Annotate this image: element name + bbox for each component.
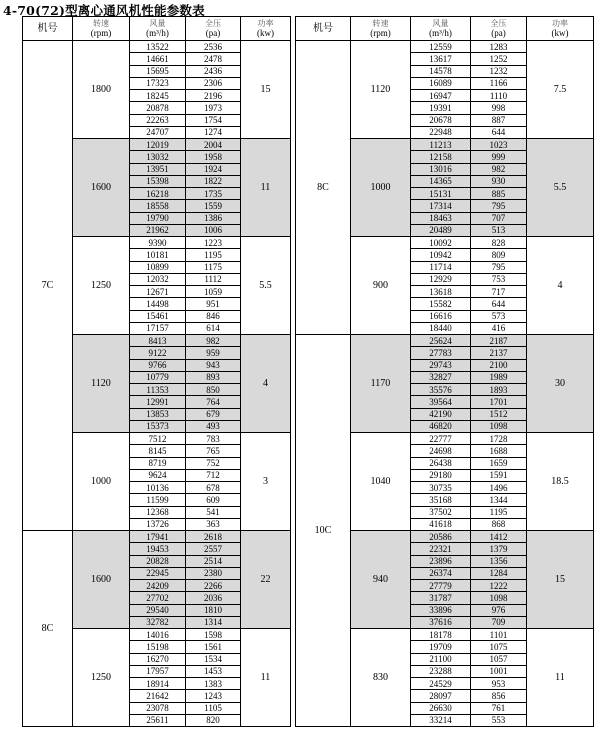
airflow-cell: 13951 (130, 163, 186, 175)
header-airflow: 风量 (m³/h) (411, 17, 471, 41)
airflow-cell: 23896 (411, 555, 471, 567)
pressure-cell: 644 (471, 298, 527, 310)
airflow-cell: 24707 (130, 126, 186, 138)
pressure-cell: 1252 (471, 53, 527, 65)
speed-cell: 1250 (73, 237, 130, 335)
pressure-cell: 712 (186, 469, 241, 481)
pressure-cell: 1973 (186, 102, 241, 114)
airflow-cell: 21100 (411, 653, 471, 665)
pressure-cell: 1098 (471, 592, 527, 604)
airflow-cell: 13016 (411, 163, 471, 175)
airflow-cell: 20586 (411, 531, 471, 543)
table-row (296, 41, 594, 53)
airflow-cell: 7512 (130, 433, 186, 445)
pressure-cell: 609 (186, 494, 241, 506)
airflow-cell: 12929 (411, 273, 471, 285)
pressure-cell: 1534 (186, 653, 241, 665)
pressure-cell: 2266 (186, 580, 241, 592)
airflow-cell: 18245 (130, 90, 186, 102)
pressure-cell: 1383 (186, 678, 241, 690)
airflow-cell: 18178 (411, 629, 471, 641)
airflow-cell: 18558 (130, 200, 186, 212)
speed-cell: 1250 (73, 629, 130, 727)
airflow-cell: 28097 (411, 690, 471, 702)
pressure-cell: 1175 (186, 261, 241, 273)
airflow-cell: 20489 (411, 224, 471, 236)
pressure-cell: 1112 (186, 273, 241, 285)
airflow-cell: 10181 (130, 249, 186, 261)
pressure-cell: 795 (471, 200, 527, 212)
airflow-cell: 17957 (130, 665, 186, 677)
pressure-cell: 553 (471, 714, 527, 726)
pressure-cell: 1098 (471, 420, 527, 432)
airflow-cell: 10779 (130, 371, 186, 383)
airflow-cell: 19709 (411, 641, 471, 653)
airflow-cell: 13032 (130, 151, 186, 163)
airflow-cell: 27702 (130, 592, 186, 604)
pressure-cell: 1701 (471, 396, 527, 408)
pressure-cell: 1284 (471, 567, 527, 579)
airflow-cell: 18914 (130, 678, 186, 690)
airflow-cell: 12991 (130, 396, 186, 408)
pressure-cell: 1561 (186, 641, 241, 653)
pressure-cell: 1810 (186, 604, 241, 616)
airflow-cell: 9390 (130, 237, 186, 249)
power-cell: 5.5 (527, 139, 594, 237)
airflow-cell: 17941 (130, 531, 186, 543)
pressure-cell: 2557 (186, 543, 241, 555)
model-cell: 8C (23, 531, 73, 727)
airflow-cell: 19391 (411, 102, 471, 114)
pressure-cell: 1314 (186, 616, 241, 628)
airflow-cell: 21962 (130, 224, 186, 236)
airflow-cell: 26438 (411, 457, 471, 469)
power-cell: 15 (527, 531, 594, 629)
pressure-cell: 2100 (471, 359, 527, 371)
airflow-cell: 22777 (411, 433, 471, 445)
pressure-cell: 850 (186, 384, 241, 396)
airflow-cell: 17157 (130, 322, 186, 334)
pressure-cell: 1453 (186, 665, 241, 677)
airflow-cell: 11353 (130, 384, 186, 396)
pressure-cell: 1105 (186, 702, 241, 714)
pressure-cell: 2536 (186, 41, 241, 53)
airflow-cell: 35168 (411, 494, 471, 506)
airflow-cell: 24529 (411, 678, 471, 690)
airflow-cell: 14498 (130, 298, 186, 310)
airflow-cell: 18463 (411, 212, 471, 224)
pressure-cell: 943 (186, 359, 241, 371)
airflow-cell: 16947 (411, 90, 471, 102)
airflow-cell: 12158 (411, 151, 471, 163)
airflow-cell: 9766 (130, 359, 186, 371)
airflow-cell: 13618 (411, 286, 471, 298)
speed-cell: 1600 (73, 531, 130, 629)
pressure-cell: 2306 (186, 77, 241, 89)
airflow-cell: 20678 (411, 114, 471, 126)
airflow-cell: 15131 (411, 188, 471, 200)
airflow-cell: 46820 (411, 420, 471, 432)
power-cell: 11 (527, 629, 594, 727)
airflow-cell: 39564 (411, 396, 471, 408)
airflow-cell: 12368 (130, 506, 186, 518)
pressure-cell: 1688 (471, 445, 527, 457)
airflow-cell: 13853 (130, 408, 186, 420)
airflow-cell: 26374 (411, 567, 471, 579)
airflow-cell: 18440 (411, 322, 471, 334)
airflow-cell: 10899 (130, 261, 186, 273)
airflow-cell: 29180 (411, 469, 471, 481)
table-row (23, 531, 291, 543)
pressure-cell: 2514 (186, 555, 241, 567)
power-cell: 7.5 (527, 41, 594, 139)
airflow-cell: 13522 (130, 41, 186, 53)
pressure-cell: 951 (186, 298, 241, 310)
speed-cell: 1170 (351, 335, 411, 433)
airflow-cell: 27779 (411, 580, 471, 592)
power-cell: 4 (241, 335, 291, 433)
pressure-cell: 573 (471, 310, 527, 322)
pressure-cell: 998 (471, 102, 527, 114)
airflow-cell: 23078 (130, 702, 186, 714)
header-pressure: 全压 (pa) (471, 17, 527, 41)
airflow-cell: 11213 (411, 139, 471, 151)
header-model: 机号 (23, 17, 73, 41)
pressure-cell: 1822 (186, 175, 241, 187)
pressure-cell: 982 (186, 335, 241, 347)
pressure-cell: 1059 (186, 286, 241, 298)
airflow-cell: 14578 (411, 65, 471, 77)
pressure-cell: 1893 (471, 384, 527, 396)
airflow-cell: 22263 (130, 114, 186, 126)
pressure-cell: 1412 (471, 531, 527, 543)
header-power: 功率 (kw) (527, 17, 594, 41)
airflow-cell: 37502 (411, 506, 471, 518)
model-cell: 7C (23, 41, 73, 531)
pressure-cell: 828 (471, 237, 527, 249)
pressure-cell: 1344 (471, 494, 527, 506)
pressure-cell: 1274 (186, 126, 241, 138)
header-row (23, 17, 291, 41)
pressure-cell: 783 (186, 433, 241, 445)
airflow-cell: 14365 (411, 175, 471, 187)
airflow-cell: 14661 (130, 53, 186, 65)
pressure-cell: 644 (471, 126, 527, 138)
pressure-cell: 1958 (186, 151, 241, 163)
pressure-cell: 764 (186, 396, 241, 408)
pressure-cell: 493 (186, 420, 241, 432)
airflow-cell: 15373 (130, 420, 186, 432)
pressure-cell: 982 (471, 163, 527, 175)
pressure-cell: 820 (186, 714, 241, 726)
airflow-cell: 29540 (130, 604, 186, 616)
pressure-cell: 541 (186, 506, 241, 518)
airflow-cell: 12559 (411, 41, 471, 53)
pressure-cell: 363 (186, 518, 241, 530)
pressure-cell: 1559 (186, 200, 241, 212)
pressure-cell: 1754 (186, 114, 241, 126)
airflow-cell: 21642 (130, 690, 186, 702)
airflow-cell: 33214 (411, 714, 471, 726)
airflow-cell: 22321 (411, 543, 471, 555)
pressure-cell: 1166 (471, 77, 527, 89)
performance-table-left (22, 16, 291, 727)
pressure-cell: 679 (186, 408, 241, 420)
model-cell: 10C (296, 335, 351, 727)
airflow-cell: 17323 (130, 77, 186, 89)
airflow-cell: 15398 (130, 175, 186, 187)
header-speed: 转速 (rpm) (351, 17, 411, 41)
airflow-cell: 20878 (130, 102, 186, 114)
airflow-cell: 8719 (130, 457, 186, 469)
airflow-cell: 25624 (411, 335, 471, 347)
pressure-cell: 959 (186, 347, 241, 359)
pressure-cell: 1001 (471, 665, 527, 677)
pressure-cell: 678 (186, 482, 241, 494)
model-cell: 8C (296, 41, 351, 335)
speed-cell: 1120 (73, 335, 130, 433)
pressure-cell: 1924 (186, 163, 241, 175)
airflow-cell: 8145 (130, 445, 186, 457)
airflow-cell: 16218 (130, 188, 186, 200)
airflow-cell: 13726 (130, 518, 186, 530)
pressure-cell: 1243 (186, 690, 241, 702)
airflow-cell: 12032 (130, 273, 186, 285)
page-title: 4-70(72)型离心通风机性能参数表 (3, 3, 205, 18)
pressure-cell: 416 (471, 322, 527, 334)
airflow-cell: 27783 (411, 347, 471, 359)
airflow-cell: 14016 (130, 629, 186, 641)
pressure-cell: 1283 (471, 41, 527, 53)
pressure-cell: 707 (471, 212, 527, 224)
speed-cell: 1120 (351, 41, 411, 139)
header-model: 机号 (296, 17, 351, 41)
header-speed: 转速 (rpm) (73, 17, 130, 41)
airflow-cell: 41618 (411, 518, 471, 530)
pressure-cell: 930 (471, 175, 527, 187)
airflow-cell: 19453 (130, 543, 186, 555)
pressure-cell: 887 (471, 114, 527, 126)
airflow-cell: 15582 (411, 298, 471, 310)
airflow-cell: 17314 (411, 200, 471, 212)
pressure-cell: 1075 (471, 641, 527, 653)
pressure-cell: 1989 (471, 371, 527, 383)
performance-table-right (295, 16, 594, 727)
airflow-cell: 8413 (130, 335, 186, 347)
pressure-cell: 1101 (471, 629, 527, 641)
airflow-cell: 22948 (411, 126, 471, 138)
airflow-cell: 12019 (130, 139, 186, 151)
airflow-cell: 16270 (130, 653, 186, 665)
pressure-cell: 1195 (186, 249, 241, 261)
speed-cell: 900 (351, 237, 411, 335)
power-cell: 15 (241, 41, 291, 139)
airflow-cell: 32782 (130, 616, 186, 628)
airflow-cell: 13617 (411, 53, 471, 65)
pressure-cell: 1379 (471, 543, 527, 555)
airflow-cell: 22945 (130, 567, 186, 579)
speed-cell: 940 (351, 531, 411, 629)
pressure-cell: 765 (186, 445, 241, 457)
speed-cell: 1800 (73, 41, 130, 139)
airflow-cell: 29743 (411, 359, 471, 371)
airflow-cell: 20828 (130, 555, 186, 567)
power-cell: 5.5 (241, 237, 291, 335)
pressure-cell: 2187 (471, 335, 527, 347)
airflow-cell: 24209 (130, 580, 186, 592)
airflow-cell: 11714 (411, 261, 471, 273)
pressure-cell: 1232 (471, 65, 527, 77)
power-cell: 3 (241, 433, 291, 531)
airflow-cell: 9122 (130, 347, 186, 359)
pressure-cell: 893 (186, 371, 241, 383)
pressure-cell: 1386 (186, 212, 241, 224)
pressure-cell: 709 (471, 616, 527, 628)
header-pressure: 全压 (pa) (186, 17, 241, 41)
pressure-cell: 717 (471, 286, 527, 298)
speed-cell: 1040 (351, 433, 411, 531)
pressure-cell: 1023 (471, 139, 527, 151)
pressure-cell: 1057 (471, 653, 527, 665)
airflow-cell: 35576 (411, 384, 471, 396)
airflow-cell: 15695 (130, 65, 186, 77)
pressure-cell: 1110 (471, 90, 527, 102)
speed-cell: 1000 (73, 433, 130, 531)
pressure-cell: 614 (186, 322, 241, 334)
pressure-cell: 2004 (186, 139, 241, 151)
pressure-cell: 1222 (471, 580, 527, 592)
pressure-cell: 795 (471, 261, 527, 273)
power-cell: 4 (527, 237, 594, 335)
speed-cell: 830 (351, 629, 411, 727)
pressure-cell: 1356 (471, 555, 527, 567)
pressure-cell: 2478 (186, 53, 241, 65)
airflow-cell: 16616 (411, 310, 471, 322)
pressure-cell: 885 (471, 188, 527, 200)
table-row (296, 335, 594, 347)
pressure-cell: 2618 (186, 531, 241, 543)
airflow-cell: 32827 (411, 371, 471, 383)
airflow-cell: 31787 (411, 592, 471, 604)
pressure-cell: 752 (186, 457, 241, 469)
pressure-cell: 1223 (186, 237, 241, 249)
power-cell: 30 (527, 335, 594, 433)
pressure-cell: 2380 (186, 567, 241, 579)
header-row (296, 17, 594, 41)
pressure-cell: 1195 (471, 506, 527, 518)
pressure-cell: 513 (471, 224, 527, 236)
power-cell: 22 (241, 531, 291, 629)
airflow-cell: 9624 (130, 469, 186, 481)
pressure-cell: 2436 (186, 65, 241, 77)
airflow-cell: 26630 (411, 702, 471, 714)
airflow-cell: 10942 (411, 249, 471, 261)
airflow-cell: 19790 (130, 212, 186, 224)
airflow-cell: 10136 (130, 482, 186, 494)
airflow-cell: 16089 (411, 77, 471, 89)
table-row (23, 41, 291, 53)
header-power: 功率 (kw) (241, 17, 291, 41)
airflow-cell: 30735 (411, 482, 471, 494)
pressure-cell: 1728 (471, 433, 527, 445)
airflow-cell: 25611 (130, 714, 186, 726)
speed-cell: 1000 (351, 139, 411, 237)
pressure-cell: 999 (471, 151, 527, 163)
pressure-cell: 1591 (471, 469, 527, 481)
pressure-cell: 809 (471, 249, 527, 261)
airflow-cell: 24698 (411, 445, 471, 457)
airflow-cell: 11599 (130, 494, 186, 506)
pressure-cell: 976 (471, 604, 527, 616)
pressure-cell: 1496 (471, 482, 527, 494)
airflow-cell: 33896 (411, 604, 471, 616)
airflow-cell: 15198 (130, 641, 186, 653)
pressure-cell: 2036 (186, 592, 241, 604)
pressure-cell: 2196 (186, 90, 241, 102)
pressure-cell: 2137 (471, 347, 527, 359)
airflow-cell: 42190 (411, 408, 471, 420)
airflow-cell: 10092 (411, 237, 471, 249)
pressure-cell: 953 (471, 678, 527, 690)
speed-cell: 1600 (73, 139, 130, 237)
pressure-cell: 1735 (186, 188, 241, 200)
pressure-cell: 868 (471, 518, 527, 530)
pressure-cell: 1659 (471, 457, 527, 469)
power-cell: 11 (241, 629, 291, 727)
pressure-cell: 846 (186, 310, 241, 322)
airflow-cell: 12671 (130, 286, 186, 298)
airflow-cell: 23288 (411, 665, 471, 677)
power-cell: 11 (241, 139, 291, 237)
airflow-cell: 15461 (130, 310, 186, 322)
pressure-cell: 1512 (471, 408, 527, 420)
pressure-cell: 1598 (186, 629, 241, 641)
airflow-cell: 37616 (411, 616, 471, 628)
header-airflow: 风量 (m³/h) (130, 17, 186, 41)
pressure-cell: 753 (471, 273, 527, 285)
pressure-cell: 1006 (186, 224, 241, 236)
pressure-cell: 856 (471, 690, 527, 702)
power-cell: 18.5 (527, 433, 594, 531)
pressure-cell: 761 (471, 702, 527, 714)
